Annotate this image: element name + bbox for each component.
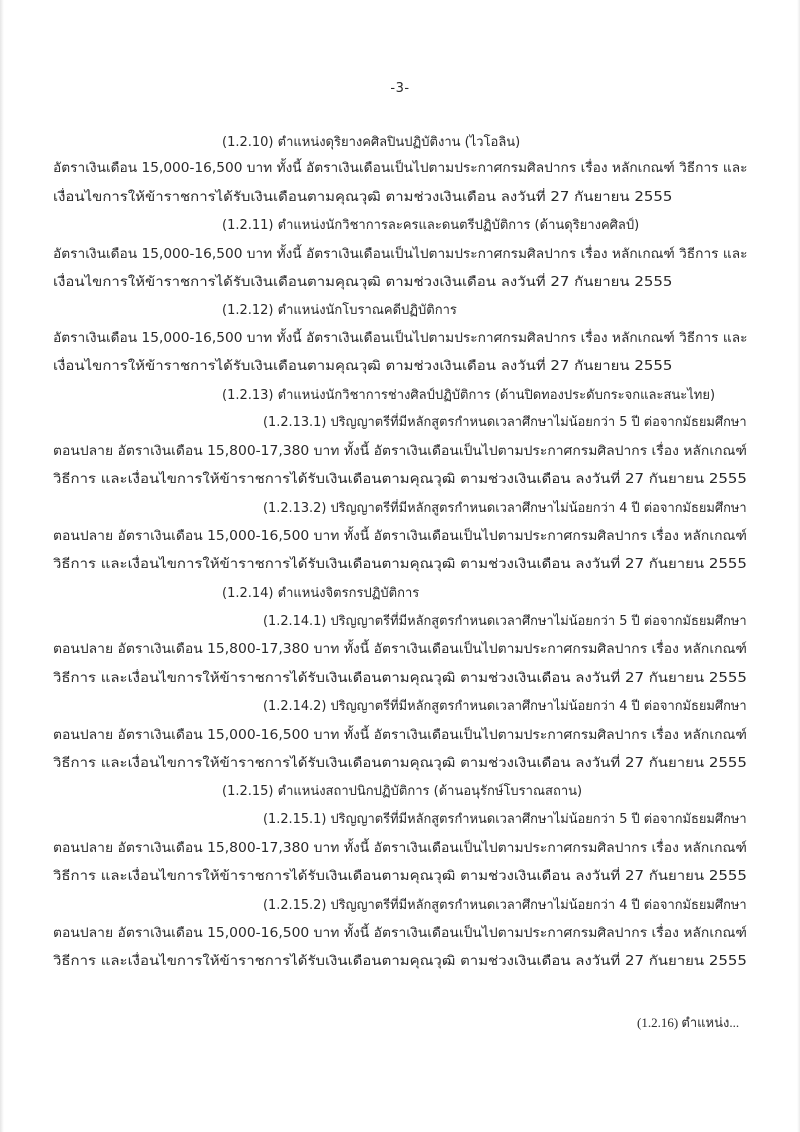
subsection-body-line: ตอนปลาย อัตราเงินเดือน 15,000-16,500 บาท ทั้งนี้ อัตราเงินเดือนเป็นไปตามประกาศกรมศิลปากร เรื่อง หลักเกณฑ์ xyxy=(53,728,747,743)
subsection-body-line: วิธีการ และเงื่อนไขการให้ข้าราชการได้รับเงินเดือนตามคุณวุฒิ ตามช่วงเงินเดือน ลงวันที่ 27 กันยายน 2555 xyxy=(53,557,747,572)
section-heading-1-2-11: (1.2.11) ตำแหน่งนักวิชาการละครและดนตรีปฏิบัติการ (ด้านดุริยางคศิลป์) xyxy=(222,218,640,233)
subsection-heading-1-2-14-1: (1.2.14.1) ปริญญาตรีที่มีหลักสูตรกำหนดเวลาศึกษาไม่น้อยกว่า 5 ปี ต่อจากมัธยมศึกษา xyxy=(263,614,747,629)
section-body-line: เงื่อนไขการให้ข้าราชการได้รับเงินเดือนตามคุณวุฒิ ตามช่วงเงินเดือน ลงวันที่ 27 กันยายน 2555 xyxy=(53,190,673,205)
subsection-heading-1-2-13-1: (1.2.13.1) ปริญญาตรีที่มีหลักสูตรกำหนดเวลาศึกษาไม่น้อยกว่า 5 ปี ต่อจากมัธยมศึกษา xyxy=(263,415,747,430)
subsection-body-line: ตอนปลาย อัตราเงินเดือน 15,800-17,380 บาท ทั้งนี้ อัตราเงินเดือนเป็นไปตามประกาศกรมศิลปากร เรื่อง หลักเกณฑ์ xyxy=(53,642,747,657)
subsection-body-line: ตอนปลาย อัตราเงินเดือน 15,000-16,500 บาท ทั้งนี้ อัตราเงินเดือนเป็นไปตามประกาศกรมศิลปากร เรื่อง หลักเกณฑ์ xyxy=(53,926,747,941)
subsection-body-line: ตอนปลาย อัตราเงินเดือน 15,800-17,380 บาท ทั้งนี้ อัตราเงินเดือนเป็นไปตามประกาศกรมศิลปากร เรื่อง หลักเกณฑ์ xyxy=(53,841,747,856)
section-heading-1-2-14: (1.2.14) ตำแหน่งจิตรกรปฏิบัติการ xyxy=(222,586,420,601)
subsection-body-line: วิธีการ และเงื่อนไขการให้ข้าราชการได้รับเงินเดือนตามคุณวุฒิ ตามช่วงเงินเดือน ลงวันที่ 27 กันยายน 2555 xyxy=(53,756,747,771)
section-heading-1-2-12: (1.2.12) ตำแหน่งนักโบราณคดีปฏิบัติการ xyxy=(222,303,457,318)
subsection-heading-1-2-15-1: (1.2.15.1) ปริญญาตรีที่มีหลักสูตรกำหนดเวลาศึกษาไม่น้อยกว่า 5 ปี ต่อจากมัธยมศึกษา xyxy=(263,812,747,827)
scan-left-edge xyxy=(0,0,4,1132)
section-body-line: เงื่อนไขการให้ข้าราชการได้รับเงินเดือนตามคุณวุฒิ ตามช่วงเงินเดือน ลงวันที่ 27 กันยายน 2555 xyxy=(53,275,673,290)
subsection-body-line: ตอนปลาย อัตราเงินเดือน 15,000-16,500 บาท ทั้งนี้ อัตราเงินเดือนเป็นไปตามประกาศกรมศิลปากร เรื่อง หลักเกณฑ์ xyxy=(53,529,747,544)
subsection-body-line: วิธีการ และเงื่อนไขการให้ข้าราชการได้รับเงินเดือนตามคุณวุฒิ ตามช่วงเงินเดือน ลงวันที่ 27 กันยายน 2555 xyxy=(53,472,747,487)
section-body-line: อัตราเงินเดือน 15,000-16,500 บาท ทั้งนี้ อัตราเงินเดือนเป็นไปตามประกาศกรมศิลปากร เรื่อง หลักเกณฑ์ วิธีการ และ xyxy=(53,247,748,262)
subsection-body-line: วิธีการ และเงื่อนไขการให้ข้าราชการได้รับเงินเดือนตามคุณวุฒิ ตามช่วงเงินเดือน ลงวันที่ 27 กันยายน 2555 xyxy=(53,954,747,969)
subsection-body-line: วิธีการ และเงื่อนไขการให้ข้าราชการได้รับเงินเดือนตามคุณวุฒิ ตามช่วงเงินเดือน ลงวันที่ 27 กันยายน 2555 xyxy=(53,869,747,884)
subsection-heading-1-2-14-2: (1.2.14.2) ปริญญาตรีที่มีหลักสูตรกำหนดเวลาศึกษาไม่น้อยกว่า 4 ปี ต่อจากมัธยมศึกษา xyxy=(263,699,747,714)
subsection-heading-1-2-15-2: (1.2.15.2) ปริญญาตรีที่มีหลักสูตรกำหนดเวลาศึกษาไม่น้อยกว่า 4 ปี ต่อจากมัธยมศึกษา xyxy=(263,898,747,913)
subsection-heading-1-2-13-2: (1.2.13.2) ปริญญาตรีที่มีหลักสูตรกำหนดเวลาศึกษาไม่น้อยกว่า 4 ปี ต่อจากมัธยมศึกษา xyxy=(263,501,747,516)
continuation-catchword: (1.2.16) ตำแหน่ง... xyxy=(637,1015,740,1030)
section-body-line: อัตราเงินเดือน 15,000-16,500 บาท ทั้งนี้ อัตราเงินเดือนเป็นไปตามประกาศกรมศิลปากร เรื่อง หลักเกณฑ์ วิธีการ และ xyxy=(53,161,748,176)
subsection-body-line: วิธีการ และเงื่อนไขการให้ข้าราชการได้รับเงินเดือนตามคุณวุฒิ ตามช่วงเงินเดือน ลงวันที่ 27 กันยายน 2555 xyxy=(53,671,747,686)
section-body-line: เงื่อนไขการให้ข้าราชการได้รับเงินเดือนตามคุณวุฒิ ตามช่วงเงินเดือน ลงวันที่ 27 กันยายน 2555 xyxy=(53,359,673,374)
section-heading-1-2-13: (1.2.13) ตำแหน่งนักวิชาการช่างศิลป์ปฏิบัติการ (ด้านปิดทองประดับกระจกและสนะไทย) xyxy=(222,388,716,403)
section-heading-1-2-10: (1.2.10) ตำแหน่งดุริยางคศิลปินปฏิบัติงาน (ไวโอลิน) xyxy=(222,135,521,150)
subsection-body-line: ตอนปลาย อัตราเงินเดือน 15,800-17,380 บาท ทั้งนี้ อัตราเงินเดือนเป็นไปตามประกาศกรมศิลปากร เรื่อง หลักเกณฑ์ xyxy=(53,444,747,459)
page-number: -3- xyxy=(390,81,410,96)
section-heading-1-2-15: (1.2.15) ตำแหน่งสถาปนิกปฏิบัติการ (ด้านอนุรักษ์โบราณสถาน) xyxy=(222,784,583,799)
section-body-line: อัตราเงินเดือน 15,000-16,500 บาท ทั้งนี้ อัตราเงินเดือนเป็นไปตามประกาศกรมศิลปากร เรื่อง หลักเกณฑ์ วิธีการ และ xyxy=(53,331,748,346)
